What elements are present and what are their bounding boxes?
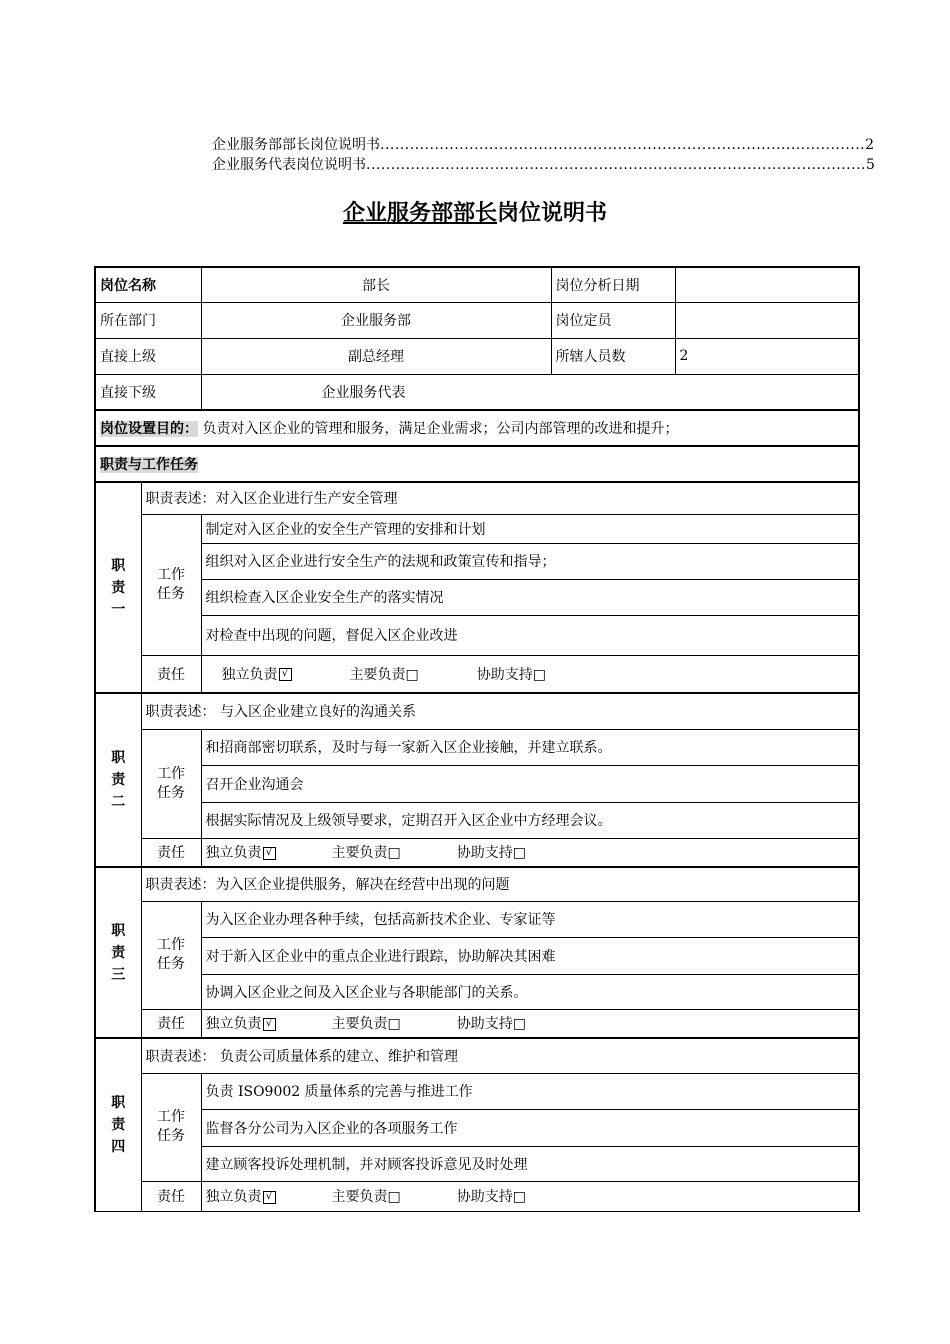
duty-description: 职责表述：为入区企业提供服务，解决在经营中出现的问题 [141,867,859,901]
assist-option[interactable]: 协助支持□ [456,845,526,862]
subordinates-label: 所辖人员数 [551,338,675,374]
task-item: 根据实际情况及上级领导要求，定期召开入区企业中方经理会议。 [201,802,859,838]
superior-value: 副总经理 [201,338,551,374]
task-item: 对检查中出现的问题，督促入区企业改进 [201,615,859,655]
job-description-table [94,266,860,1212]
toc-page-number: 5 [865,157,875,173]
headcount-value [675,302,859,338]
task-item: 和招商部密切联系，及时与每一家新入区企业接触，并建立联系。 [201,729,859,765]
title-underlined-part: 企业服务部部长 [342,201,497,226]
independent-checkbox[interactable]: √ [263,847,276,860]
direct-sub-label: 直接下级 [95,374,201,410]
task-label-text: 工作任务 [157,765,185,801]
duty-section-label [95,1038,141,1211]
responsibility-label: 责任 [141,1181,201,1211]
assist-option[interactable]: 协助支持□ [476,666,546,683]
independent-checkbox[interactable]: √ [279,668,292,681]
subordinates-value: 2 [675,338,859,374]
title-rest: 岗位说明书 [497,201,608,226]
task-item: 召开企业沟通会 [201,765,859,802]
duty-section-label [95,867,141,1038]
task-item: 建立顾客投诉处理机制，并对顾客投诉意见及时处理 [201,1146,859,1181]
purpose-text: 负责对入区企业的管理和服务，满足企业需求；公司内部管理的改进和提升； [202,421,679,437]
main-responsibility-option[interactable]: 主要负责□ [331,845,401,862]
superior-label: 直接上级 [95,338,201,374]
task-label-text: 工作任务 [157,937,185,972]
responsibility-options [201,1009,859,1038]
duty-name: 职责二 [111,750,126,810]
task-label-text: 工作任务 [157,566,185,602]
responsibility-label: 责任 [141,838,201,867]
toc-leader-dots: .................................................................................................. [380,137,866,153]
independent-checkbox[interactable]: √ [263,1018,276,1031]
task-item: 协调入区企业之间及入区企业与各职能部门的关系。 [201,974,859,1009]
toc-entry[interactable] [212,135,875,155]
headcount-label: 岗位定员 [551,302,675,338]
independent-label: 独立负责 [205,845,262,862]
independent-label: 独立负责 [205,1016,262,1033]
assist-option[interactable]: 协助支持□ [456,1016,526,1033]
table-of-contents [212,135,875,175]
duty-description: 职责表述：对入区企业进行生产安全管理 [141,482,859,514]
analysis-date-value [675,267,859,302]
task-item: 组织检查入区企业安全生产的落实情况 [201,579,859,615]
direct-sub-value: 企业服务代表 [201,374,859,410]
task-item: 组织对入区企业进行安全生产的法规和政策宣传和指导； [201,543,859,579]
duty-name: 职责三 [111,922,126,983]
assist-option[interactable]: 协助支持□ [456,1189,526,1205]
duties-header: 职责与工作任务 [100,457,198,473]
dept-value: 企业服务部 [201,302,551,338]
toc-entry-title: 企业服务代表岗位说明书 [212,157,366,173]
responsibility-options [201,838,859,867]
duties-header-row [95,446,859,482]
toc-entry-title: 企业服务部部长岗位说明书 [212,137,380,153]
duty-section-label [95,693,141,867]
toc-entry[interactable] [212,155,875,175]
toc-page-number: 2 [865,137,875,153]
task-label [141,901,201,1009]
dept-label: 所在部门 [95,302,201,338]
task-label [141,729,201,838]
task-item: 监督各分公司为入区企业的各项服务工作 [201,1109,859,1146]
responsibility-label: 责任 [141,655,201,693]
task-item: 负责 ISO9002 质量体系的完善与推进工作 [201,1073,859,1109]
task-label-text: 工作任务 [157,1109,185,1144]
independent-checkbox[interactable]: √ [263,1191,276,1204]
main-responsibility-option[interactable]: 主要负责□ [331,1016,401,1033]
task-item: 制定对入区企业的安全生产管理的安排和计划 [201,514,859,543]
document-title [0,196,950,227]
task-item: 对于新入区企业中的重点企业进行跟踪，协助解决其困难 [201,937,859,974]
independent-label: 独立负责 [221,666,278,683]
responsibility-label: 责任 [141,1009,201,1038]
responsibility-options [201,1181,859,1211]
independent-label: 独立负责 [205,1189,262,1205]
post-name-label: 岗位名称 [95,267,201,302]
main-responsibility-option[interactable]: 主要负责□ [331,1189,401,1205]
task-label [141,514,201,655]
main-responsibility-option[interactable]: 主要负责□ [349,666,419,683]
task-item: 为入区企业办理各种手续，包括高新技术企业、专家证等 [201,901,859,937]
toc-leader-dots: ..................................................................................................... [366,157,866,173]
post-name-value: 部长 [201,267,551,302]
responsibility-options [201,655,859,693]
duty-name: 职责一 [111,557,126,618]
duty-section-label [95,482,141,693]
duty-description: 职责表述： 与入区企业建立良好的沟通关系 [141,693,859,729]
duty-description: 职责表述： 负责公司质量体系的建立、维护和管理 [141,1038,859,1073]
purpose-row [95,410,859,446]
task-label [141,1073,201,1181]
duty-name: 职责四 [111,1094,126,1155]
purpose-label: 岗位设置目的： [100,421,198,437]
analysis-date-label: 岗位分析日期 [551,267,675,302]
